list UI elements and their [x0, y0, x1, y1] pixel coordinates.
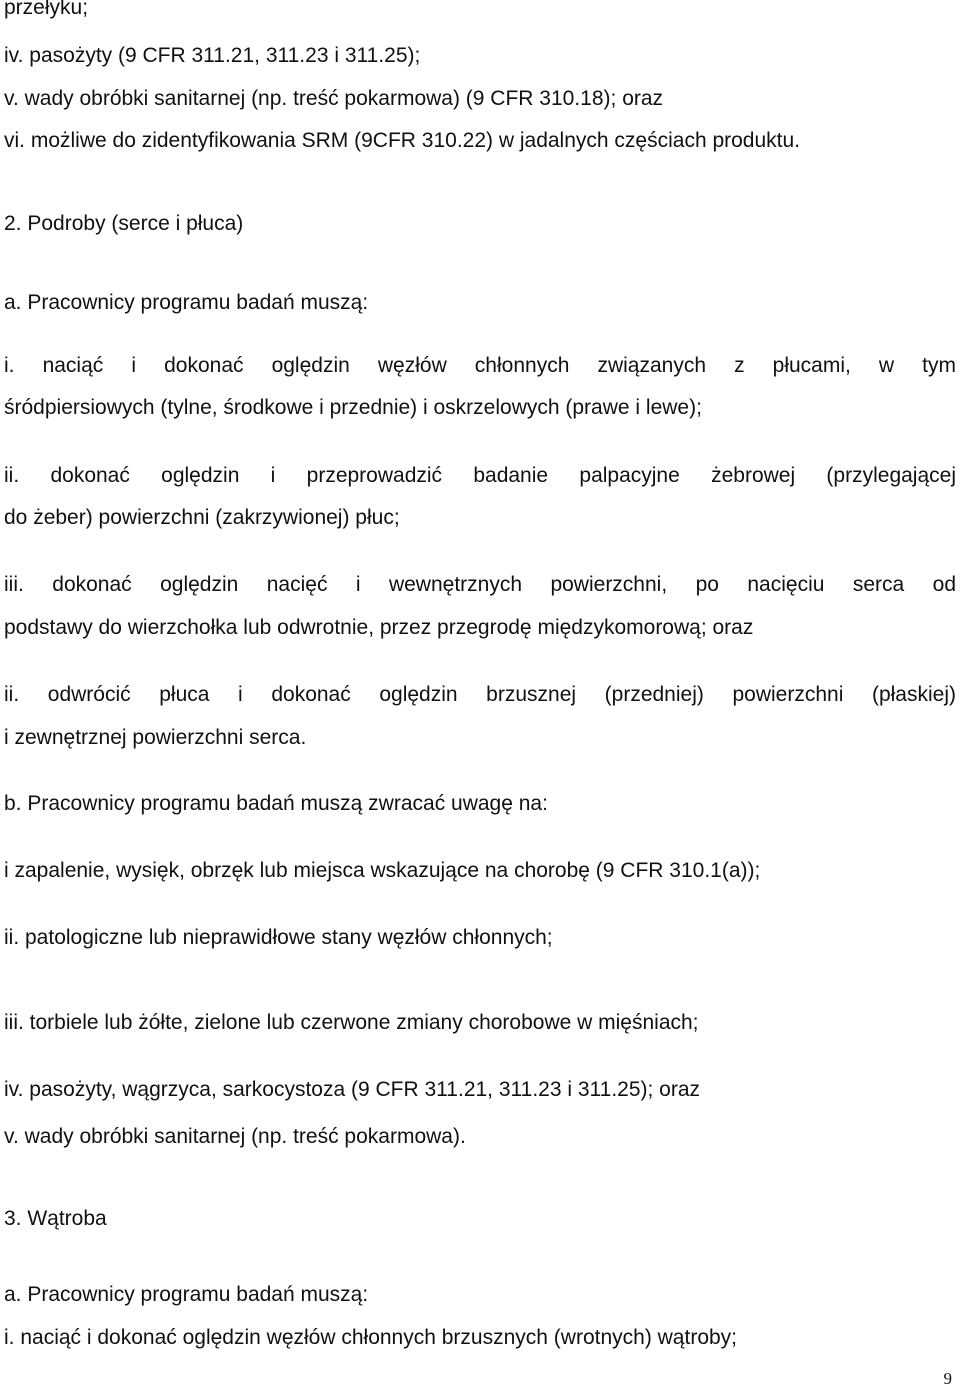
- text-line: do żeber) powierzchni (zakrzywionej) płuc;: [4, 506, 400, 529]
- text-line: iv. pasożyty, wągrzyca, sarkocystoza (9 CFR 311.21, 311.23 i 311.25); oraz: [4, 1078, 701, 1101]
- text-line: iii. torbiele lub żółte, zielone lub czerwone zmiany chorobowe w mięśniach;: [4, 1011, 699, 1034]
- text-line: przełyku;: [4, 0, 89, 19]
- text-line: i zewnętrznej powierzchni serca.: [4, 726, 307, 749]
- page-number: 9: [943, 1369, 952, 1388]
- text-line: v. wady obróbki sanitarnej (np. treść pokarmowa).: [4, 1125, 466, 1148]
- text-line: i zapalenie, wysięk, obrzęk lub miejsca wskazujące na chorobę (9 CFR 310.1(a));: [4, 859, 761, 882]
- text-line: vi. możliwe do zidentyfikowania SRM (9CFR 310.22) w jadalnych częściach produktu.: [4, 129, 801, 152]
- text-line: a. Pracownicy programu badań muszą:: [4, 291, 369, 314]
- section-heading: 3. Wątroba: [4, 1207, 107, 1230]
- text-line: i. naciąć i dokonać oględzin węzłów chłonnych brzusznych (wrotnych) wątroby;: [4, 1326, 738, 1349]
- text-line: ii. patologiczne lub nieprawidłowe stany węzłów chłonnych;: [4, 926, 553, 949]
- text-line: iv. pasożyty (9 CFR 311.21, 311.23 i 311.25);: [4, 44, 421, 67]
- text-line: iii. dokonać oględzin nacięć i wewnętrznych powierzchni, po nacięciu serca od: [4, 573, 956, 596]
- text-line: a. Pracownicy programu badań muszą:: [4, 1283, 369, 1306]
- section-heading: 2. Podroby (serce i płuca): [4, 212, 244, 235]
- text-line: podstawy do wierzchołka lub odwrotnie, przez przegrodę międzykomorową; oraz: [4, 616, 754, 639]
- text-line: i. naciąć i dokonać oględzin węzłów chłonnych związanych z płucami, w tym: [4, 354, 956, 377]
- text-line: b. Pracownicy programu badań muszą zwracać uwagę na:: [4, 792, 548, 815]
- text-line: v. wady obróbki sanitarnej (np. treść pokarmowa) (9 CFR 310.18); oraz: [4, 87, 664, 110]
- text-line: śródpiersiowych (tylne, środkowe i przednie) i oskrzelowych (prawe i lewe);: [4, 396, 702, 419]
- text-line: ii. odwrócić płuca i dokonać oględzin brzusznej (przedniej) powierzchni (płaskiej): [4, 683, 956, 706]
- text-line: ii. dokonać oględzin i przeprowadzić badanie palpacyjne żebrowej (przylegającej: [4, 464, 956, 487]
